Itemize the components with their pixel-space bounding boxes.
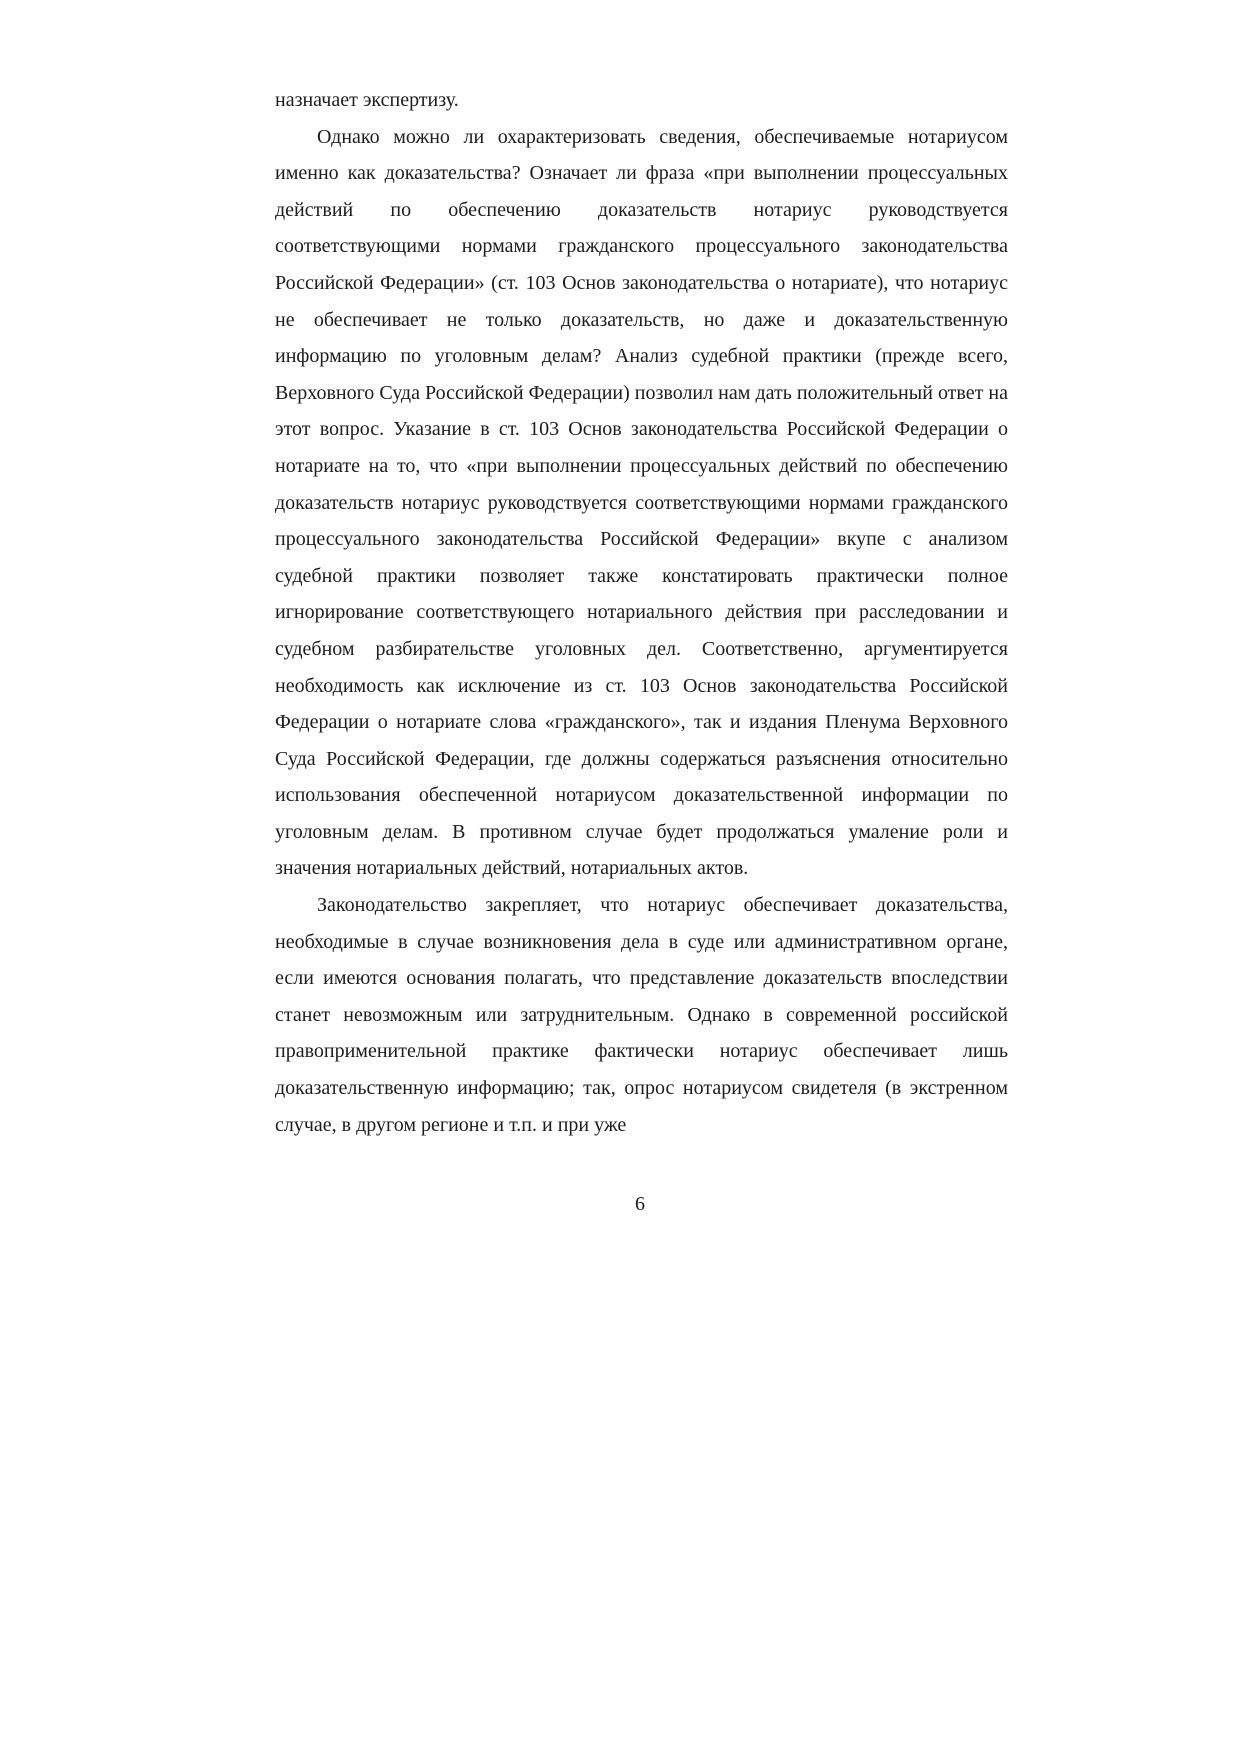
paragraph-notary-evidence-question: Однако можно ли охарактеризовать сведения, обеспечиваемые нотариусом именно как доказательства? Означает ли фраза «при выполнении процессуальных действий по обеспечению доказательств нотариус руководствуется соответствующими нормами гражданского процессуального законодательства Российской Федерации» (ст. 103 Основ законодательства о нотариате), что нотариус не обеспечивает не только доказательств, но даже и доказательственную информацию по уголовным делам? Анализ судебной практики (прежде всего, Верховного Суда Российской Федерации) позволил нам дать положительный ответ на этот вопрос. Указание в ст. 103 Основ законодательства Российской Федерации о нотариате на то, что «при выполнении процессуальных действий по обеспечению доказательств нотариус руководствуется соответствующими нормами гражданского процессуального законодательства Российской Федерации» вкупе с анализом судебной практики позволяет также констатировать практически полное игнорирование соответствующего нотариального действия при расследовании и судебном разбирательстве уголовных дел. Соответственно, аргументируется необходимость как исключение из ст. 103 Основ законодательства Российской Федерации о нотариате слова «гражданского», так и издания Пленума Верховного Суда Российской Федерации, где должны содержаться разъяснения относительно использования обеспеченной нотариусом доказательственной информации по уголовным делам. В противном случае будет продолжаться умаление роли и значения нотариальных действий, нотариальных актов. xyxy=(275,125,1008,880)
body-text xyxy=(275,82,1008,1143)
paragraph-legislation-evidence: Законодательство закрепляет, что нотариус обеспечивает доказательства, необходимые в случае возникновения дела в суде или административном органе, если имеются основания полагать, что представление доказательств впоследствии станет невозможным или затруднительным. Однако в современной российской правоприменительной практике фактически нотариус обеспечивает лишь доказательственную информацию; так, опрос нотариусом свидетеля (в экстренном случае, в другом регионе и т.п. и при уже xyxy=(275,894,1008,1136)
page-number: 6 xyxy=(635,1193,645,1215)
paragraph-continuation: назначает экспертизу. xyxy=(275,89,459,111)
